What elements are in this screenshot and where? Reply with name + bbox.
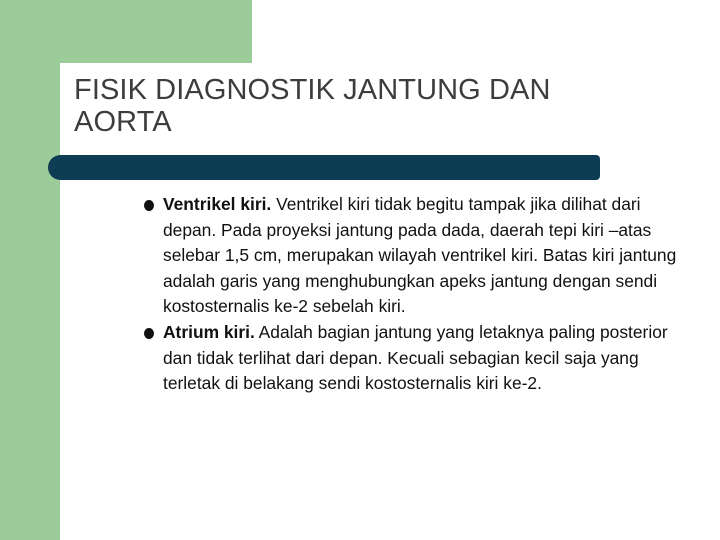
- bullet-term: Atrium kiri.: [163, 321, 255, 342]
- divider-bar: [60, 155, 600, 180]
- bullet-list: [140, 192, 680, 397]
- bullet-text: Ventrikel kiri tidak begitu tampak jika dilihat dari depan. Pada proyeksi jantung pada dada, daerah tepi kiri –atas selebar 1,5 cm, merupakan wilayah ventrikel kiri. Batas kiri jantung adalah garis yang menghubungkan apeks jantung dengan sendi kostosternalis ke-2 sebelah kiri.: [163, 194, 677, 317]
- bullet-text: Adalah bagian jantung yang letaknya paling posterior dan tidak terlihat dari depan. Kecuali sebagian kecil saja yang terletak di belakang sendi kostosternalis kiri ke-2.: [163, 321, 668, 394]
- bullet-dot-icon: [144, 200, 154, 211]
- bullet-item-atrium-kiri: [140, 320, 680, 397]
- bullet-dot-icon: [144, 328, 154, 339]
- slide-title-line-2: AORTA: [74, 106, 172, 138]
- top-accent-block: [0, 0, 252, 63]
- slide-title-line-1: FISIK DIAGNOSTIK JANTUNG DAN: [74, 74, 551, 106]
- slide-title: [74, 74, 694, 138]
- bullet-item-ventrikel-kiri: [140, 192, 680, 320]
- left-accent-band: [0, 0, 60, 540]
- bullet-term: Ventrikel kiri.: [163, 194, 272, 214]
